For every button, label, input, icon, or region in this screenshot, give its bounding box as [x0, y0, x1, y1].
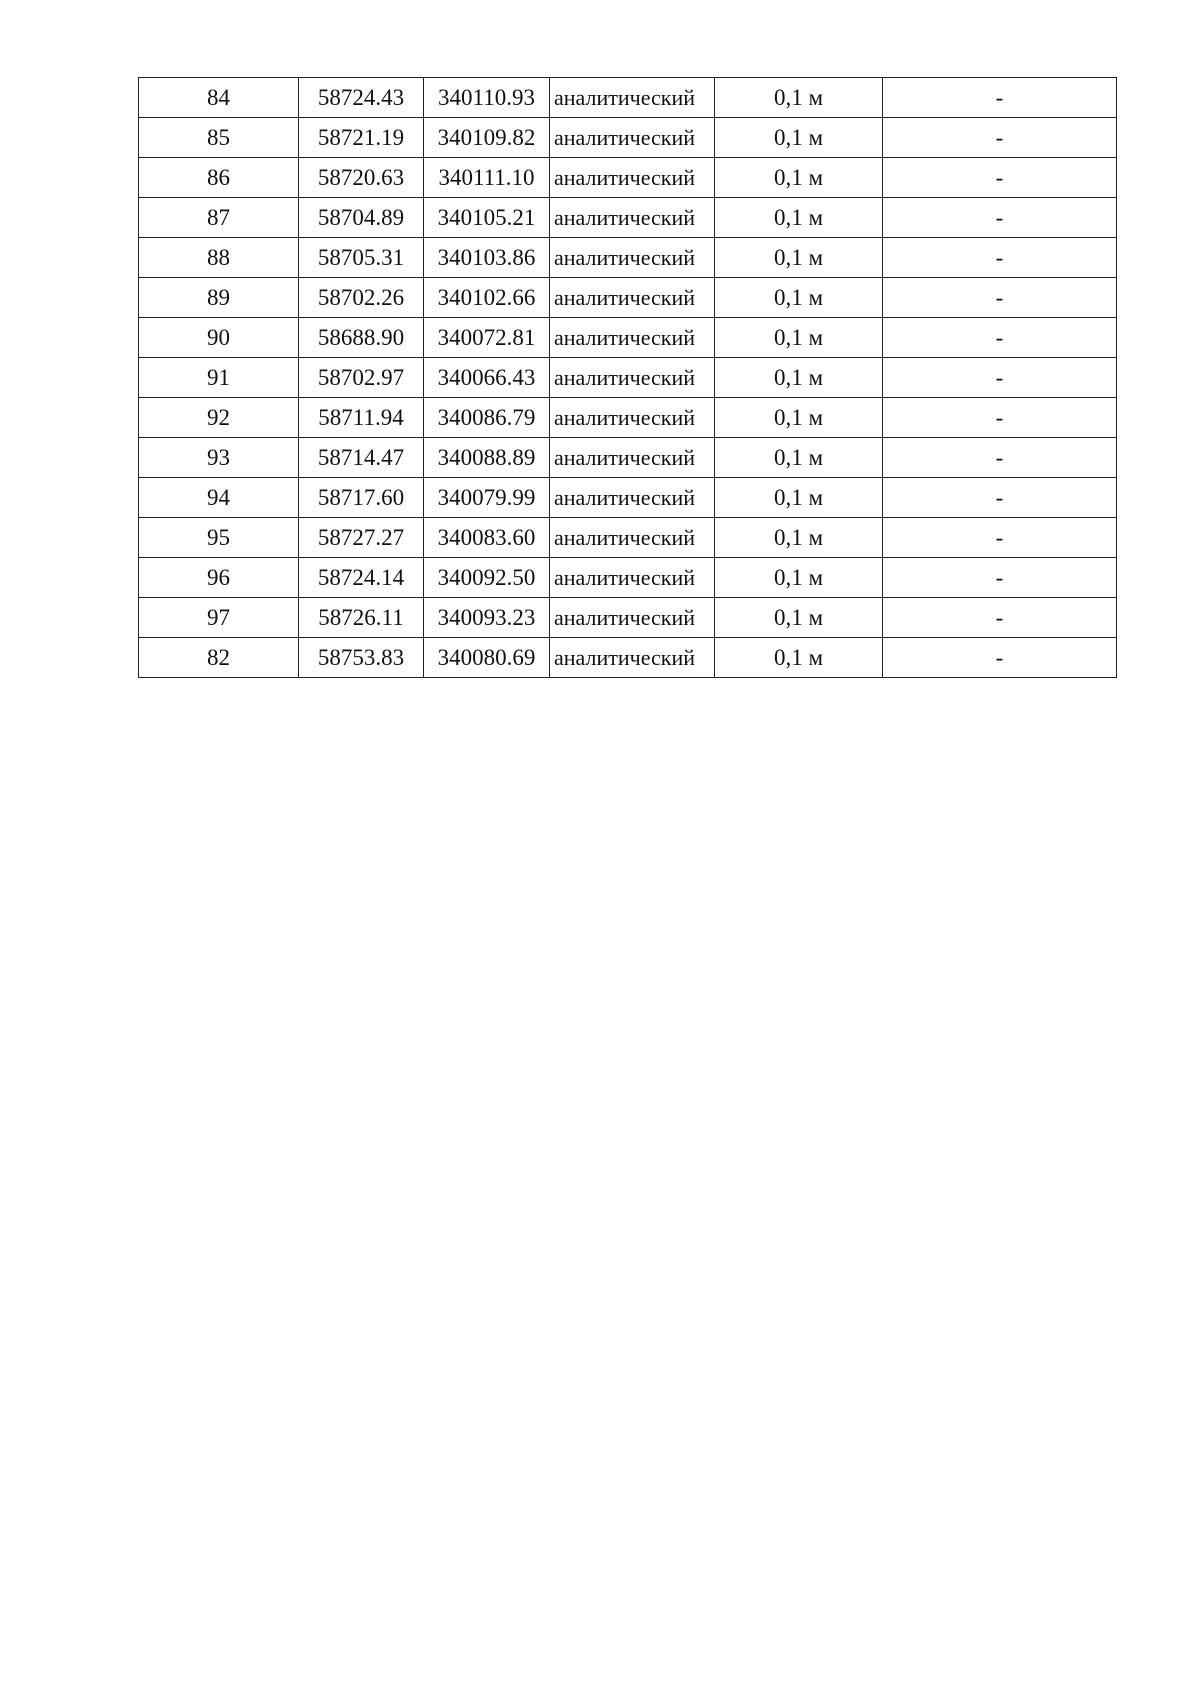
y-coordinate-cell: 340102.66 [424, 278, 550, 318]
accuracy-cell: 0,1 м [715, 278, 883, 318]
x-coordinate-cell: 58753.83 [299, 638, 424, 678]
note-cell: - [883, 158, 1117, 198]
method-cell: аналитический [550, 638, 715, 678]
method-cell: аналитический [550, 118, 715, 158]
method-cell: аналитический [550, 278, 715, 318]
x-coordinate-cell: 58721.19 [299, 118, 424, 158]
x-coordinate-cell: 58724.43 [299, 78, 424, 118]
note-cell: - [883, 438, 1117, 478]
method-cell: аналитический [550, 438, 715, 478]
note-cell: - [883, 598, 1117, 638]
accuracy-cell: 0,1 м [715, 78, 883, 118]
note-cell: - [883, 558, 1117, 598]
table-row [139, 238, 1117, 278]
note-cell: - [883, 518, 1117, 558]
table-row [139, 358, 1117, 398]
method-cell: аналитический [550, 398, 715, 438]
x-coordinate-cell: 58704.89 [299, 198, 424, 238]
table-row [139, 598, 1117, 638]
method-cell: аналитический [550, 518, 715, 558]
note-cell: - [883, 478, 1117, 518]
table-row [139, 638, 1117, 678]
point-number-cell: 91 [139, 358, 299, 398]
point-number-cell: 95 [139, 518, 299, 558]
y-coordinate-cell: 340086.79 [424, 398, 550, 438]
method-cell: аналитический [550, 198, 715, 238]
x-coordinate-cell: 58705.31 [299, 238, 424, 278]
accuracy-cell: 0,1 м [715, 558, 883, 598]
point-number-cell: 92 [139, 398, 299, 438]
table-row [139, 478, 1117, 518]
note-cell: - [883, 118, 1117, 158]
y-coordinate-cell: 340111.10 [424, 158, 550, 198]
point-number-cell: 87 [139, 198, 299, 238]
point-number-cell: 84 [139, 78, 299, 118]
note-cell: - [883, 318, 1117, 358]
y-coordinate-cell: 340105.21 [424, 198, 550, 238]
table-row [139, 78, 1117, 118]
y-coordinate-cell: 340103.86 [424, 238, 550, 278]
method-cell: аналитический [550, 158, 715, 198]
x-coordinate-cell: 58726.11 [299, 598, 424, 638]
point-number-cell: 86 [139, 158, 299, 198]
note-cell: - [883, 278, 1117, 318]
method-cell: аналитический [550, 598, 715, 638]
x-coordinate-cell: 58702.97 [299, 358, 424, 398]
accuracy-cell: 0,1 м [715, 518, 883, 558]
method-cell: аналитический [550, 238, 715, 278]
y-coordinate-cell: 340079.99 [424, 478, 550, 518]
table-row [139, 518, 1117, 558]
coordinates-table [138, 77, 1117, 678]
x-coordinate-cell: 58724.14 [299, 558, 424, 598]
table-row [139, 398, 1117, 438]
point-number-cell: 97 [139, 598, 299, 638]
table-row [139, 558, 1117, 598]
note-cell: - [883, 398, 1117, 438]
accuracy-cell: 0,1 м [715, 438, 883, 478]
table-row [139, 158, 1117, 198]
point-number-cell: 85 [139, 118, 299, 158]
x-coordinate-cell: 58714.47 [299, 438, 424, 478]
point-number-cell: 82 [139, 638, 299, 678]
accuracy-cell: 0,1 м [715, 318, 883, 358]
method-cell: аналитический [550, 358, 715, 398]
y-coordinate-cell: 340072.81 [424, 318, 550, 358]
y-coordinate-cell: 340066.43 [424, 358, 550, 398]
note-cell: - [883, 238, 1117, 278]
point-number-cell: 93 [139, 438, 299, 478]
method-cell: аналитический [550, 558, 715, 598]
table-row [139, 438, 1117, 478]
accuracy-cell: 0,1 м [715, 398, 883, 438]
method-cell: аналитический [550, 318, 715, 358]
x-coordinate-cell: 58702.26 [299, 278, 424, 318]
y-coordinate-cell: 340088.89 [424, 438, 550, 478]
y-coordinate-cell: 340083.60 [424, 518, 550, 558]
table-row [139, 278, 1117, 318]
y-coordinate-cell: 340110.93 [424, 78, 550, 118]
x-coordinate-cell: 58717.60 [299, 478, 424, 518]
y-coordinate-cell: 340092.50 [424, 558, 550, 598]
note-cell: - [883, 638, 1117, 678]
accuracy-cell: 0,1 м [715, 478, 883, 518]
x-coordinate-cell: 58720.63 [299, 158, 424, 198]
accuracy-cell: 0,1 м [715, 118, 883, 158]
table-row [139, 118, 1117, 158]
accuracy-cell: 0,1 м [715, 598, 883, 638]
method-cell: аналитический [550, 478, 715, 518]
point-number-cell: 89 [139, 278, 299, 318]
accuracy-cell: 0,1 м [715, 198, 883, 238]
y-coordinate-cell: 340109.82 [424, 118, 550, 158]
y-coordinate-cell: 340080.69 [424, 638, 550, 678]
accuracy-cell: 0,1 м [715, 158, 883, 198]
table-row [139, 318, 1117, 358]
note-cell: - [883, 358, 1117, 398]
table-row [139, 198, 1117, 238]
point-number-cell: 94 [139, 478, 299, 518]
y-coordinate-cell: 340093.23 [424, 598, 550, 638]
accuracy-cell: 0,1 м [715, 638, 883, 678]
x-coordinate-cell: 58711.94 [299, 398, 424, 438]
accuracy-cell: 0,1 м [715, 238, 883, 278]
point-number-cell: 96 [139, 558, 299, 598]
point-number-cell: 90 [139, 318, 299, 358]
accuracy-cell: 0,1 м [715, 358, 883, 398]
point-number-cell: 88 [139, 238, 299, 278]
method-cell: аналитический [550, 78, 715, 118]
x-coordinate-cell: 58688.90 [299, 318, 424, 358]
x-coordinate-cell: 58727.27 [299, 518, 424, 558]
note-cell: - [883, 78, 1117, 118]
coordinates-table-body [139, 78, 1117, 678]
note-cell: - [883, 198, 1117, 238]
